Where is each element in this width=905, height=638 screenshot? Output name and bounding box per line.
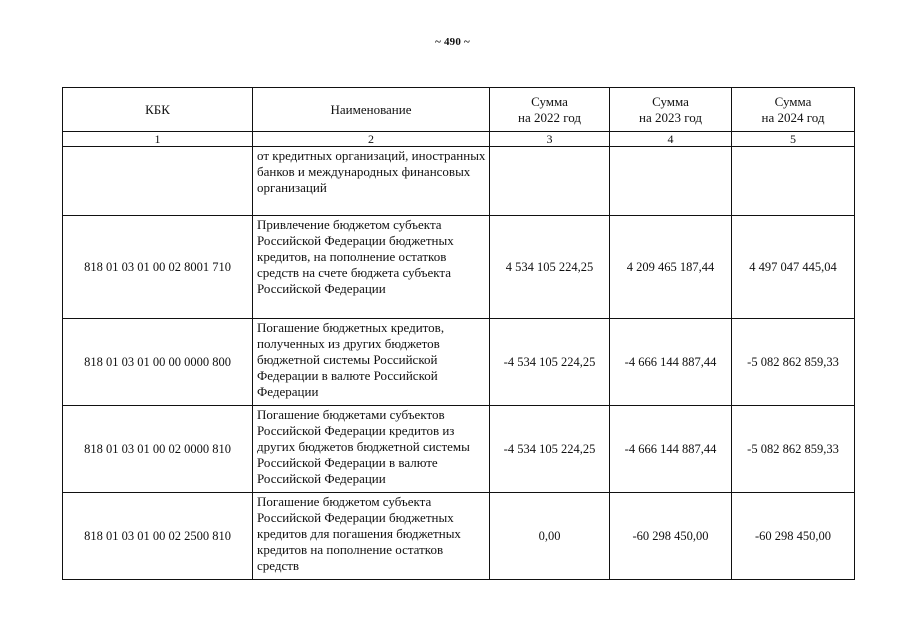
header-sum-2023: [610, 88, 732, 132]
table-row: [63, 493, 855, 580]
header-sum-2022-line2: на 2022 год: [518, 109, 581, 125]
column-index: 3: [490, 132, 610, 147]
sum-2022-cell: [490, 147, 610, 216]
header-sum-2022: [490, 88, 610, 132]
column-index: 1: [63, 132, 253, 147]
page-number: ~ 490 ~: [435, 36, 470, 48]
name-cell: Погашение бюджетных кредитов, полученных из других бюджетов бюджетной системы Российской Федерации в валюте Российской Федерации: [253, 319, 490, 406]
header-sum-2024-line2: на 2024 год: [761, 109, 825, 125]
sum-2023-cell: -4 666 144 887,44: [610, 406, 732, 493]
column-index-row: [63, 132, 855, 147]
name-cell: Привлечение бюджетом субъекта Российской Федерации бюджетных кредитов, на пополнение остатков средств на счете бюджета субъекта Российской Федерации: [253, 216, 490, 319]
header-name: Наименование: [253, 88, 490, 132]
sum-2022-cell: 0,00: [490, 493, 610, 580]
header-sum-2023-line1: Сумма: [652, 93, 689, 109]
table-row: [63, 406, 855, 493]
name-cell: от кредитных организаций, иностранных банков и международных финансовых организаций: [253, 147, 490, 216]
budget-sources-table: [62, 87, 855, 580]
name-cell: Погашение бюджетами субъектов Российской Федерации кредитов из других бюджетов бюджетной системы Российской Федерации в валюте Российской Федерации: [253, 406, 490, 493]
column-index: 4: [610, 132, 732, 147]
sum-2024-cell: -5 082 862 859,33: [732, 319, 855, 406]
header-kbk: КБК: [63, 88, 253, 132]
header-sum-2023-line2: на 2023 год: [639, 109, 702, 125]
kbk-cell: 818 01 03 01 00 00 0000 800: [63, 319, 253, 406]
sum-2023-cell: -4 666 144 887,44: [610, 319, 732, 406]
header-sum-2024: [732, 88, 855, 132]
sum-2023-cell: 4 209 465 187,44: [610, 216, 732, 319]
sum-2024-cell: [732, 147, 855, 216]
sum-2024-cell: 4 497 047 445,04: [732, 216, 855, 319]
sum-2022-cell: 4 534 105 224,25: [490, 216, 610, 319]
table-row: [63, 216, 855, 319]
kbk-cell: 818 01 03 01 00 02 0000 810: [63, 406, 253, 493]
kbk-cell: [63, 147, 253, 216]
column-index: 5: [732, 132, 855, 147]
sum-2023-cell: [610, 147, 732, 216]
name-cell: Погашение бюджетом субъекта Российской Федерации бюджетных кредитов для погашения бюджетных кредитов на пополнение остатков средств: [253, 493, 490, 580]
kbk-cell: 818 01 03 01 00 02 2500 810: [63, 493, 253, 580]
table-header-row: [63, 88, 855, 132]
table-row: [63, 147, 855, 216]
header-sum-2022-line1: Сумма: [531, 93, 568, 109]
sum-2022-cell: -4 534 105 224,25: [490, 406, 610, 493]
table-row: [63, 319, 855, 406]
sum-2023-cell: -60 298 450,00: [610, 493, 732, 580]
sum-2022-cell: -4 534 105 224,25: [490, 319, 610, 406]
kbk-cell: 818 01 03 01 00 02 8001 710: [63, 216, 253, 319]
header-sum-2024-line1: Сумма: [774, 93, 812, 109]
column-index: 2: [253, 132, 490, 147]
sum-2024-cell: -60 298 450,00: [732, 493, 855, 580]
sum-2024-cell: -5 082 862 859,33: [732, 406, 855, 493]
